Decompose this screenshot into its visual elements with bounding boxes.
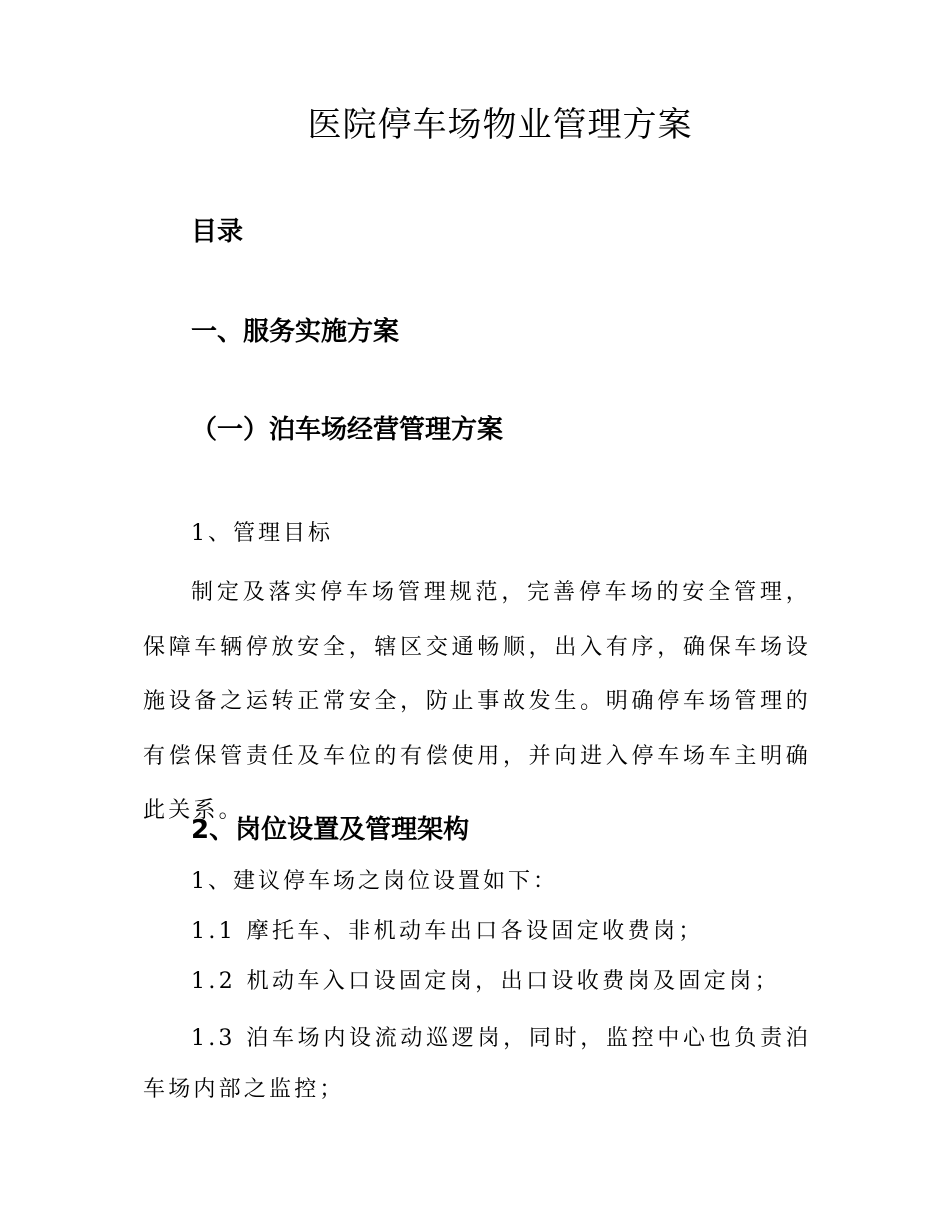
section-1-heading: 一、服务实施方案 — [191, 317, 400, 347]
post-setup-intro: 1、建议停车场之岗位设置如下： — [191, 869, 558, 894]
post-setup-item-1-3: 1.3 泊车场内设流动巡逻岗，同时，监控中心也负责泊车场内部之监控； — [143, 1026, 811, 1102]
item-1-paragraph: 制定及落实停车场管理规范，完善停车场的安全管理，保障车辆停放安全，辖区交通畅顺，出入有序，确保车场设施设备之运转正常安全，防止事故发生。明确停车场管理的有偿保管责任及车位的有偿使用，并向进入停车场车主明确此关系。 — [143, 580, 811, 823]
subsection-1-heading: （一）泊车场经营管理方案 — [191, 415, 504, 445]
item-1-heading: 1、管理目标 — [191, 521, 333, 546]
post-setup-item-1-1: 1.1 摩托车、非机动车出口各设固定收费岗； — [191, 919, 704, 944]
toc-heading: 目录 — [191, 217, 244, 247]
post-setup-item-1-2: 1.2 机动车入口设固定岗，出口设收费岗及固定岗； — [191, 969, 780, 994]
section-2-heading: 2、岗位设置及管理架构 — [191, 815, 470, 845]
document-title: 医院停车场物业管理方案 — [307, 105, 693, 145]
